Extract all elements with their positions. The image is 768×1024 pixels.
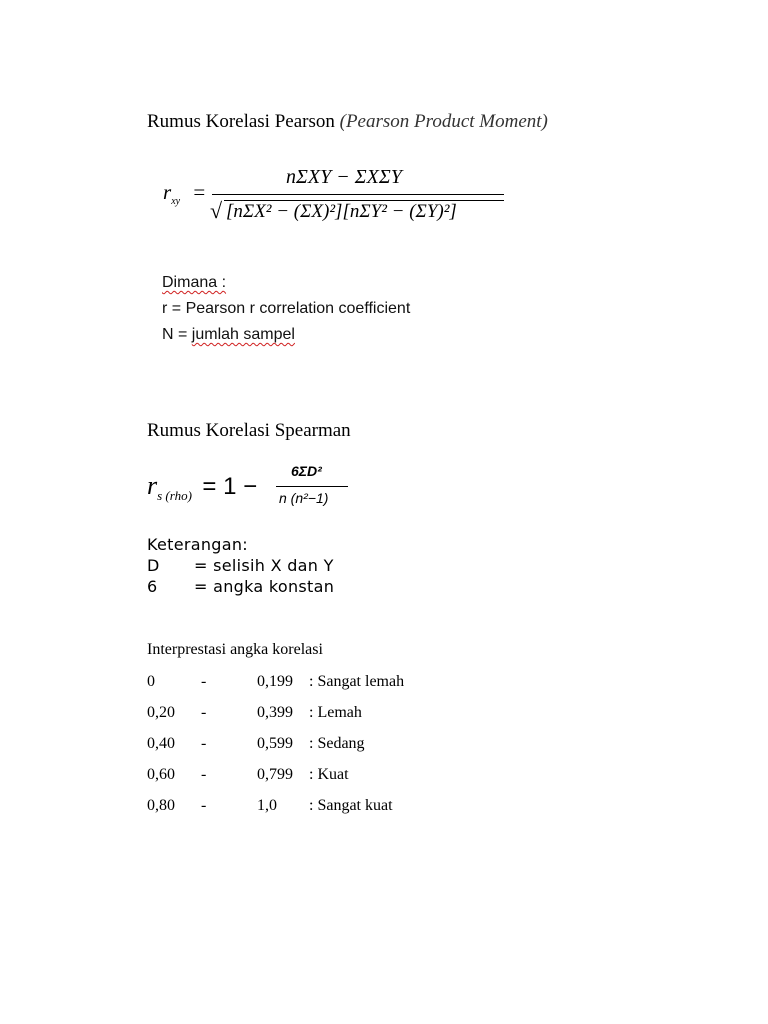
notes-line2: N = jumlah sampel (162, 326, 295, 343)
pearson-heading-text: Rumus Korelasi Pearson (147, 111, 335, 132)
spearman-lhs: $r_{s (rho)} = 1$ − (147, 471, 258, 504)
pearson-numerator: nΣXY − ΣXΣY (286, 166, 402, 188)
spearman-heading: Rumus Korelasi Spearman (147, 420, 351, 441)
keterangan-row: 6 = angka konstan (147, 577, 335, 596)
spearman-denominator: n (n²−1) (279, 490, 329, 506)
notes-title: Dimana : (162, 274, 227, 291)
keterangan-row: D = selisih X dan Y (147, 556, 334, 575)
spearman-fraction-bar (276, 486, 348, 487)
notes-line1: r = Pearson r correlation coefficient (162, 300, 411, 317)
interpretation-title: Interprestasi angka korelasi (147, 641, 323, 658)
pearson-notes (162, 270, 410, 348)
pearson-lhs: $r_{xy}$ = (163, 180, 206, 208)
keterangan (147, 534, 334, 597)
pearson-denominator: [nΣX² − (ΣX)²][nΣY² − (ΣY)²] (226, 201, 457, 222)
pearson-fraction-bar (212, 194, 504, 195)
pearson-heading (147, 111, 548, 133)
pearson-sqrt-sign: √ (210, 198, 223, 223)
spearman-numerator: 6ΣD² (291, 463, 322, 479)
keterangan-title: Keterangan: (147, 535, 248, 554)
pearson-heading-italic: (Pearson Product Moment) (339, 111, 548, 132)
